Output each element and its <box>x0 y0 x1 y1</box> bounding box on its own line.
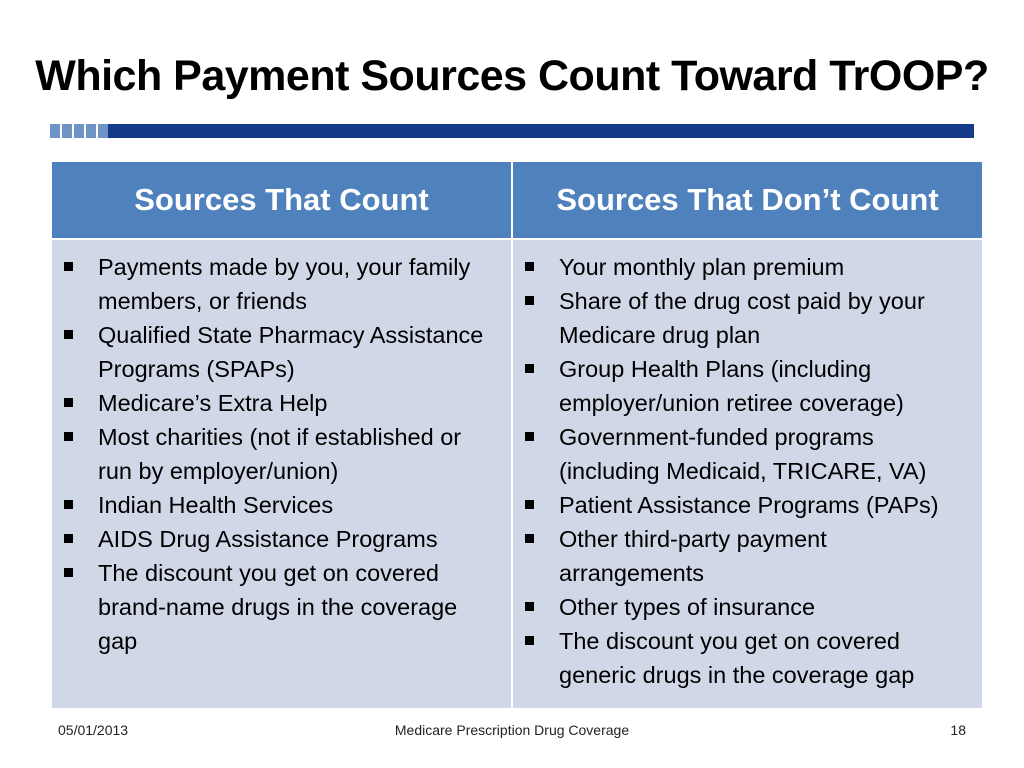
list-item <box>62 488 501 522</box>
square-bullet-icon <box>64 330 73 339</box>
square-bullet-icon <box>64 500 73 509</box>
header-sources-that-dont-count: Sources That Don’t Count <box>513 162 982 238</box>
list-item-text: Your monthly plan premium <box>559 254 845 280</box>
list-item-text: Most charities (not if established or run by employer/union) <box>98 424 462 484</box>
accent-line <box>108 124 974 138</box>
square-bullet-icon <box>525 636 534 645</box>
list-item <box>523 488 972 522</box>
header-sources-that-count: Sources That Count <box>52 162 511 238</box>
list-item <box>62 318 501 386</box>
list-item-text: Payments made by you, your family members, or friends <box>98 254 471 314</box>
list-item-text: Other third-party payment arrangements <box>559 526 827 586</box>
square-bullet-icon <box>64 398 73 407</box>
list-item-text: Government-funded programs (including Medicaid, TRICARE, VA) <box>559 424 927 484</box>
title-accent-bar <box>50 124 974 138</box>
count-column <box>52 240 511 708</box>
slide-number: 18 <box>950 722 966 738</box>
list-item-text: AIDS Drug Assistance Programs <box>98 526 438 552</box>
square-bullet-icon <box>525 262 534 271</box>
list-item-text: Group Health Plans (including employer/union retiree coverage) <box>559 356 904 416</box>
list-item-text: Share of the drug cost paid by your Medicare drug plan <box>559 288 925 348</box>
list-item <box>523 624 972 692</box>
square-bullet-icon <box>525 364 534 373</box>
accent-block <box>86 124 96 138</box>
dont-count-list <box>523 250 972 692</box>
accent-block <box>62 124 72 138</box>
sources-table <box>52 162 982 708</box>
square-bullet-icon <box>525 500 534 509</box>
list-item-text: Qualified State Pharmacy Assistance Programs (SPAPs) <box>98 322 484 382</box>
square-bullet-icon <box>64 432 73 441</box>
slide-title: Which Payment Sources Count Toward TrOOP? <box>35 52 989 100</box>
list-item-text: Medicare’s Extra Help <box>98 390 328 416</box>
list-item <box>523 284 972 352</box>
square-bullet-icon <box>64 262 73 271</box>
list-item <box>62 386 501 420</box>
list-item-text: Patient Assistance Programs (PAPs) <box>559 492 939 518</box>
accent-block <box>98 124 108 138</box>
list-item <box>523 250 972 284</box>
list-item-text: The discount you get on covered brand-name drugs in the coverage gap <box>98 560 458 654</box>
list-item <box>62 420 501 488</box>
footer-date: 05/01/2013 <box>58 722 129 738</box>
list-item-text: Other types of insurance <box>559 594 816 620</box>
square-bullet-icon <box>525 602 534 611</box>
list-item <box>62 556 501 658</box>
square-bullet-icon <box>525 534 534 543</box>
list-item <box>62 250 501 318</box>
list-item <box>523 420 972 488</box>
accent-block <box>74 124 84 138</box>
square-bullet-icon <box>525 432 534 441</box>
accent-blocks <box>50 124 108 138</box>
footer-title: Medicare Prescription Drug Coverage <box>394 722 630 738</box>
list-item-text: Indian Health Services <box>98 492 334 518</box>
count-list <box>62 250 501 658</box>
square-bullet-icon <box>525 296 534 305</box>
dont-count-column <box>513 240 982 708</box>
list-item <box>523 590 972 624</box>
square-bullet-icon <box>64 568 73 577</box>
list-item-text: The discount you get on covered generic drugs in the coverage gap <box>559 628 915 688</box>
square-bullet-icon <box>64 534 73 543</box>
accent-block <box>50 124 60 138</box>
list-item <box>523 352 972 420</box>
list-item <box>62 522 501 556</box>
list-item <box>523 522 972 590</box>
